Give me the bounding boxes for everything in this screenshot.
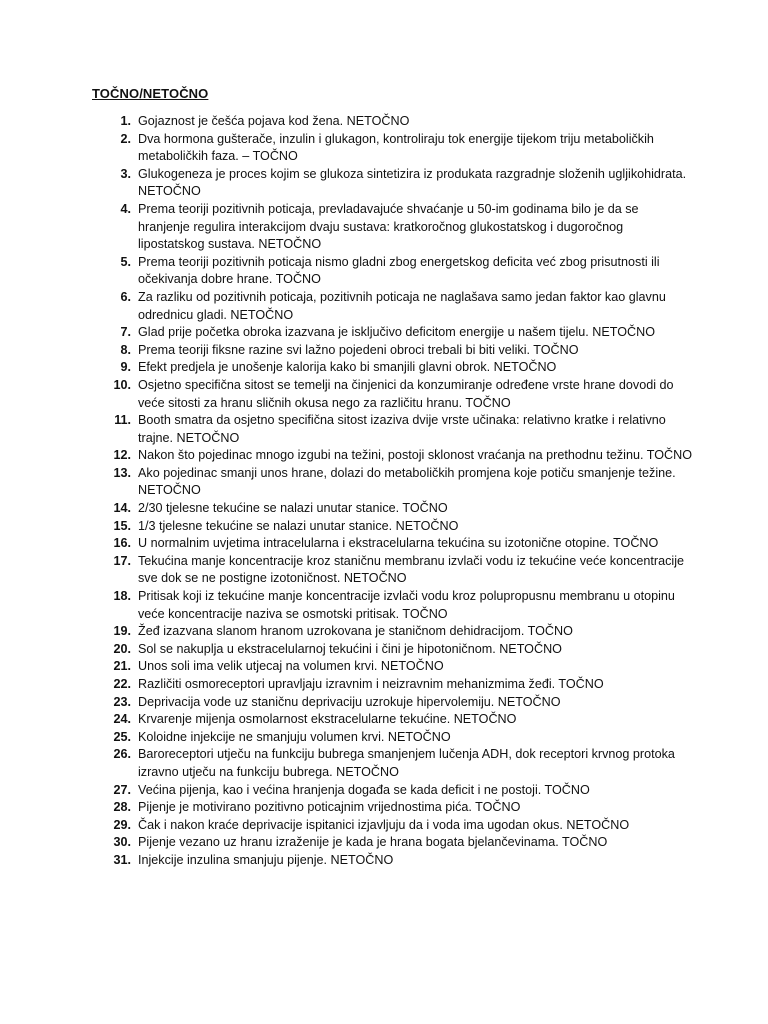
- item-number: 16.: [113, 536, 131, 551]
- item-statement: Nakon što pojedinac mnogo izgubi na težini, postoji sklonost vraćanja na prethodnu težinu. TOČNO: [138, 448, 692, 463]
- item-statement: Koloidne injekcije ne smanjuju volumen krvi. NETOČNO: [138, 729, 451, 744]
- list-item: [92, 465, 692, 500]
- item-statement: Glad prije početka obroka izazvana je isključivo deficitom energije u našem tijelu. NETOČNO: [138, 325, 656, 340]
- item-statement: Pritisak koji iz tekućine manje koncentracije izvlači vodu kroz polupropusnu membranu u otopinu veće koncentracije naziva se osmotski pritisak. TOČNO: [138, 589, 675, 621]
- item-number: 15.: [113, 518, 131, 533]
- list-item: [92, 254, 692, 289]
- list-item: [92, 676, 692, 694]
- item-number: 2.: [120, 131, 131, 146]
- list-item: [92, 447, 692, 465]
- item-number: 24.: [113, 712, 131, 727]
- item-number: 4.: [120, 201, 131, 216]
- item-statement: Žeđ izazvana slanom hranom uzrokovana je staničnom dehidracijom. TOČNO: [138, 624, 573, 639]
- list-item: [92, 694, 692, 712]
- item-number: 18.: [113, 589, 131, 604]
- list-item: [92, 834, 692, 852]
- item-statement: Osjetno specifična sitost se temelji na činjenici da konzumiranje određene vrste hrane dovodi do veće sitosti za hranu sličnih okusa nego za različitu hranu. TOČNO: [138, 377, 674, 410]
- item-number: 17.: [113, 553, 131, 568]
- list-item: [92, 658, 692, 676]
- item-statement: Deprivacija vode uz staničnu deprivaciju uzrokuje hipervolemiju. NETOČNO: [138, 694, 561, 709]
- item-number: 21.: [113, 659, 131, 674]
- item-number: 5.: [120, 254, 131, 269]
- item-number: 7.: [120, 325, 131, 340]
- list-item: [92, 623, 692, 641]
- item-number: 29.: [113, 817, 131, 832]
- item-statement: 2/30 tjelesne tekućine se nalazi unutar stanice. TOČNO: [138, 501, 448, 516]
- list-item: [92, 535, 692, 553]
- list-item: [92, 588, 692, 623]
- list-item: [92, 377, 692, 412]
- item-number: 13.: [113, 465, 131, 480]
- item-number: 11.: [114, 413, 131, 428]
- list-item: [92, 817, 692, 835]
- list-item: [92, 518, 692, 536]
- item-statement: Booth smatra da osjetno specifična sitost izaziva dvije vrste učinaka: relativno kratke i relativno trajne. NETOČNO: [138, 413, 666, 445]
- item-number: 6.: [120, 289, 131, 304]
- item-statement: Krvarenje mijenja osmolarnost ekstracelularne tekućine. NETOČNO: [138, 712, 517, 727]
- list-item: [92, 746, 692, 781]
- list-item: [92, 782, 692, 800]
- item-number: 27.: [113, 782, 131, 797]
- item-number: 9.: [120, 360, 131, 375]
- list-item: [92, 359, 692, 377]
- item-number: 1.: [120, 114, 131, 128]
- item-number: 3.: [120, 166, 131, 181]
- item-number: 22.: [113, 677, 131, 691]
- item-statement: Efekt predjela je unošenje kalorija kako bi smanjili glavni obrok. NETOČNO: [138, 360, 557, 375]
- item-statement: Prema teoriji pozitivnih poticaja nismo gladni zbog energetskog deficita već zbog prisutnosti ili očekivanja dobre hrane. TOČNO: [138, 254, 660, 287]
- item-number: 28.: [113, 800, 131, 815]
- item-number: 23.: [113, 694, 131, 709]
- list-item: [92, 729, 692, 747]
- item-number: 25.: [113, 729, 131, 744]
- list-item: [92, 342, 692, 360]
- item-statement: U normalnim uvjetima intracelularna i ekstracelularna tekućina su izotonične otopine. TOČNO: [138, 536, 659, 551]
- list-item: [92, 799, 692, 817]
- item-statement: Pijenje je motivirano pozitivno poticajnim vrijednostima pića. TOČNO: [138, 800, 521, 815]
- item-statement: Gojaznost je češća pojava kod žena. NETOČNO: [138, 114, 410, 128]
- item-statement: Dva hormona gušterače, inzulin i glukagon, kontroliraju tok energije tijekom triju metaboličkih metaboličkih faza. – TOČNO: [138, 131, 654, 164]
- item-statement: Različiti osmoreceptori upravljaju izravnim i neizravnim mehanizmima žeđi. TOČNO: [138, 677, 604, 691]
- item-number: 10.: [113, 377, 131, 392]
- item-statement: Tekućina manje koncentracije kroz staničnu membranu izvlači vodu iz tekućine veće koncentracije sve dok se ne postigne izotoničnost. NETOČNO: [138, 553, 684, 586]
- item-statement: Prema teoriji fiksne razine svi lažno pojedeni obroci trebali bi biti veliki. TOČNO: [138, 342, 579, 357]
- item-statement: Unos soli ima velik utjecaj na volumen krvi. NETOČNO: [138, 659, 444, 674]
- item-number: 31.: [113, 852, 131, 867]
- list-item: [92, 641, 692, 659]
- item-statement: Ako pojedinac smanji unos hrane, dolazi do metaboličkih promjena koje potiču smanjenje težine. NETOČNO: [138, 465, 676, 498]
- item-statement: Prema teoriji pozitivnih poticaja, prevladavajuće shvaćanje u 50-im godinama bilo je da se hranjenje regulira interakcijom dvaju sustava: kratkoročnog glukostatskog i dugoročnog lipostatskog sustava. NETOČNO: [138, 201, 639, 252]
- item-statement: 1/3 tjelesne tekućine se nalazi unutar stanice. NETOČNO: [138, 518, 459, 533]
- page-title: TOČNO/NETOČNO: [92, 86, 209, 101]
- list-item: [92, 201, 692, 254]
- list-item: [92, 289, 692, 324]
- item-statement: Sol se nakuplja u ekstracelularnoj tekućini i čini je hipotoničnom. NETOČNO: [138, 641, 562, 656]
- item-number: 30.: [113, 835, 131, 850]
- list-item: [92, 113, 692, 131]
- true-false-list: [92, 113, 692, 870]
- item-statement: Glukogeneza je proces kojim se glukoza sintetizira iz produkata razgradnje složenih ugljikohidrata. NETOČNO: [138, 166, 687, 199]
- item-number: 19.: [113, 624, 131, 639]
- item-statement: Za razliku od pozitivnih poticaja, pozitivnih poticaja ne naglašava samo jedan faktor kao glavnu odrednicu gladi. NETOČNO: [138, 289, 666, 322]
- item-number: 8.: [120, 342, 131, 357]
- item-statement: Čak i nakon kraće deprivacije ispitanici izjavljuju da i voda ima ugodan okus. NETOČNO: [138, 817, 630, 832]
- list-item: [92, 711, 692, 729]
- list-item: [92, 412, 692, 447]
- list-item: [92, 500, 692, 518]
- item-number: 12.: [113, 448, 131, 463]
- list-item: [92, 852, 692, 870]
- list-item: [92, 553, 692, 588]
- item-number: 14.: [113, 501, 131, 516]
- item-statement: Injekcije inzulina smanjuju pijenje. NETOČNO: [138, 852, 394, 867]
- item-statement: Većina pijenja, kao i većina hranjenja događa se kada deficit i ne postoji. TOČNO: [138, 782, 590, 797]
- list-item: [92, 324, 692, 342]
- list-item: [92, 166, 692, 201]
- item-statement: Pijenje vezano uz hranu izraženije je kada je hrana bogata bjelančevinama. TOČNO: [138, 835, 608, 850]
- item-statement: Baroreceptori utječu na funkciju bubrega smanjenjem lučenja ADH, dok receptori krvnog protoka izravno utječu na funkciju bubrega. NETOČNO: [138, 747, 675, 779]
- item-number: 20.: [113, 641, 131, 656]
- item-number: 26.: [113, 747, 131, 762]
- list-item: [92, 131, 692, 166]
